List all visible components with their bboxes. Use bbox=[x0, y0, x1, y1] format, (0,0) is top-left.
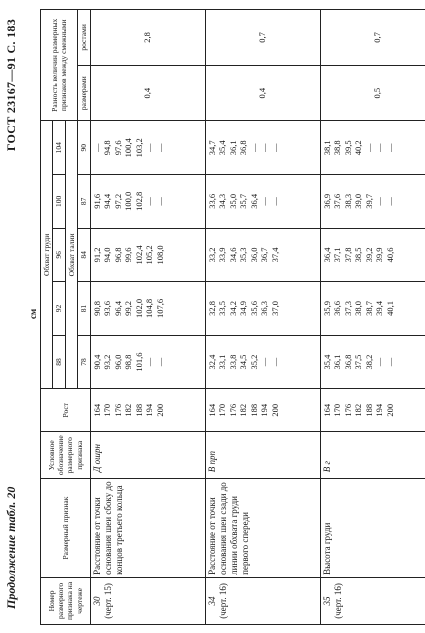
height-value: 176 bbox=[112, 403, 123, 417]
col-header-number: Номер размерного признака на чертеже bbox=[41, 577, 91, 624]
measurement-value: 37,3 bbox=[342, 301, 353, 316]
measurement-value: 39,2 bbox=[363, 247, 374, 263]
measurement-value: 32,4 bbox=[206, 354, 217, 370]
height-value: 182 bbox=[353, 403, 363, 417]
feature-designation: В прп bbox=[205, 432, 320, 479]
measurement-value: — bbox=[269, 357, 280, 367]
col-header-height: Рост bbox=[41, 389, 91, 432]
measurement-value: 36,9 bbox=[321, 193, 332, 209]
measurement-value: 38,0 bbox=[353, 301, 363, 316]
measurement-value: — bbox=[374, 143, 384, 153]
height-values-cell bbox=[205, 389, 320, 432]
measurement-value: 90,8 bbox=[91, 301, 102, 316]
measurement-value: 35,4 bbox=[217, 140, 227, 156]
feature-designation: В г bbox=[320, 432, 425, 479]
table-row bbox=[90, 10, 205, 625]
diff-sizes-header: размерами bbox=[78, 65, 90, 121]
measurement-table bbox=[40, 9, 425, 625]
diff-heights-header: ростами bbox=[78, 10, 90, 66]
chest-value-header: 92 bbox=[53, 282, 65, 336]
feature-number-cell bbox=[90, 577, 205, 624]
measurement-value: 100,0 bbox=[123, 191, 133, 211]
size-values-cell bbox=[205, 228, 320, 282]
measurement-value: 90,4 bbox=[91, 354, 102, 370]
measurement-value: 34,6 bbox=[227, 247, 238, 263]
measurement-value: — bbox=[259, 143, 269, 153]
measurement-value: 36,4 bbox=[321, 247, 332, 263]
feature-number: 35 bbox=[321, 596, 332, 606]
height-value: 176 bbox=[342, 403, 353, 417]
size-values-cell bbox=[90, 175, 205, 229]
size-values-cell bbox=[205, 175, 320, 229]
measurement-value: 96,8 bbox=[112, 247, 123, 263]
measurement-value: 38,3 bbox=[342, 193, 353, 209]
measurement-value: 34,3 bbox=[217, 193, 227, 209]
size-values-cell bbox=[90, 282, 205, 336]
col-header-feature: Размерный признак bbox=[41, 479, 91, 578]
measurement-value: 93,6 bbox=[102, 301, 112, 316]
table-body bbox=[90, 10, 425, 625]
measurement-value: 107,6 bbox=[154, 298, 165, 319]
measurement-value: 94,8 bbox=[102, 140, 112, 156]
measurement-value: 94,0 bbox=[102, 247, 112, 263]
measurement-value: 91,2 bbox=[91, 247, 102, 263]
diff-between-sizes: 0,5 bbox=[320, 65, 425, 121]
col-header-diff-group: Разность величин размерных признаков между смежными bbox=[41, 10, 78, 122]
measurement-value: — bbox=[248, 143, 259, 153]
height-value: 200 bbox=[269, 403, 280, 417]
measurement-value: 96,0 bbox=[112, 354, 123, 370]
size-values-cell bbox=[205, 282, 320, 336]
measurement-value: 35,7 bbox=[238, 193, 248, 209]
diff-between-heights: 0,7 bbox=[320, 10, 425, 66]
waist-value-header: 78 bbox=[78, 335, 90, 389]
measurement-value: 101,6 bbox=[133, 352, 144, 372]
measurement-value: — bbox=[144, 143, 154, 153]
measurement-value: 102,8 bbox=[133, 191, 144, 211]
size-values-cell bbox=[320, 175, 425, 229]
measurement-value: 36,1 bbox=[227, 140, 238, 156]
measurement-value: 37,6 bbox=[332, 193, 342, 209]
waist-value-header: 87 bbox=[78, 175, 90, 229]
measurement-value: — bbox=[154, 197, 165, 206]
feature-name: Расстояние от точки основания шеи сбоку до концов третьего кольца bbox=[90, 479, 205, 578]
measurement-value: 35,2 bbox=[248, 354, 259, 370]
size-values-cell bbox=[320, 282, 425, 336]
measurement-value: 33,9 bbox=[217, 247, 227, 263]
measurement-value: 104,8 bbox=[144, 298, 154, 319]
chest-value-header: 88 bbox=[53, 335, 65, 389]
measurement-value: 36,1 bbox=[332, 354, 342, 370]
measurement-value: 97,2 bbox=[112, 193, 123, 209]
size-values-cell bbox=[90, 121, 205, 175]
height-values-cell bbox=[320, 389, 425, 432]
measurement-value: 35,3 bbox=[238, 247, 248, 263]
measurement-value: 35,6 bbox=[248, 301, 259, 316]
measurement-value: 38,1 bbox=[321, 140, 332, 156]
height-value: 200 bbox=[384, 403, 395, 417]
measurement-value: 40,2 bbox=[353, 140, 363, 156]
drawing-reference: (черт. 16) bbox=[217, 583, 228, 619]
measurement-value: 103,2 bbox=[133, 138, 144, 158]
drawing-reference: (черт. 15) bbox=[102, 583, 113, 619]
measurement-value: — bbox=[384, 197, 395, 206]
height-value: 188 bbox=[363, 403, 374, 417]
size-values-cell bbox=[320, 121, 425, 175]
measurement-value: 36,6 bbox=[332, 301, 342, 316]
col-header-chest-group: Обхват груди bbox=[41, 121, 53, 389]
measurement-value: — bbox=[384, 143, 395, 153]
measurement-value: — bbox=[269, 197, 280, 206]
measurement-value: 34,9 bbox=[238, 301, 248, 316]
measurement-value: 99,2 bbox=[123, 301, 133, 316]
measurement-value: 36,7 bbox=[259, 247, 269, 263]
size-values-cell bbox=[205, 335, 320, 389]
measurement-value: — bbox=[374, 197, 384, 206]
height-value: 164 bbox=[91, 403, 102, 417]
chest-value-header: 104 bbox=[53, 121, 65, 175]
chest-value-header: 96 bbox=[53, 228, 65, 282]
measurement-value: 102,4 bbox=[133, 245, 144, 265]
measurement-value: 36,8 bbox=[238, 140, 248, 156]
height-value: 194 bbox=[374, 403, 384, 417]
measurement-value: 102,0 bbox=[133, 298, 144, 319]
diff-between-heights: 0,7 bbox=[205, 10, 320, 66]
measurement-value: 39,5 bbox=[342, 140, 353, 156]
measurement-value: 97,6 bbox=[112, 140, 123, 156]
feature-designation: Д ошрн bbox=[90, 432, 205, 479]
measurement-value: 98,8 bbox=[123, 354, 133, 370]
height-values-cell bbox=[90, 389, 205, 432]
measurement-value: 38,8 bbox=[332, 140, 342, 156]
height-value: 182 bbox=[123, 403, 133, 417]
measurement-value: 33,5 bbox=[217, 301, 227, 316]
measurement-value: 108,0 bbox=[154, 245, 165, 265]
waist-value-header: 84 bbox=[78, 228, 90, 282]
feature-number: 34 bbox=[206, 596, 217, 606]
measurement-value: 33,6 bbox=[206, 193, 217, 209]
height-value: 170 bbox=[332, 403, 342, 417]
measurement-value: 38,2 bbox=[363, 354, 374, 370]
measurement-value: 37,8 bbox=[342, 247, 353, 263]
diff-between-heights: 2,8 bbox=[90, 10, 205, 66]
measurement-value: — bbox=[259, 357, 269, 367]
measurement-value: 38,5 bbox=[353, 247, 363, 263]
measurement-value: 34,5 bbox=[238, 354, 248, 370]
diff-between-sizes: 0,4 bbox=[90, 65, 205, 121]
height-value: 164 bbox=[321, 403, 332, 417]
height-value: 200 bbox=[154, 403, 165, 417]
measurement-value: 96,4 bbox=[112, 301, 123, 316]
col-header-designation: Условное обозначение размерного признака bbox=[41, 432, 91, 479]
size-values-cell bbox=[320, 335, 425, 389]
measurement-value: — bbox=[259, 197, 269, 206]
measurement-value: 40,1 bbox=[384, 301, 395, 316]
measurement-value: 36,4 bbox=[248, 193, 259, 209]
waist-value-header: 90 bbox=[78, 121, 90, 175]
height-value: 188 bbox=[248, 403, 259, 417]
size-values-cell bbox=[90, 228, 205, 282]
measurement-value: 36,3 bbox=[259, 301, 269, 316]
measurement-value: 37,5 bbox=[353, 354, 363, 370]
measurement-value: — bbox=[374, 357, 384, 367]
height-value: 170 bbox=[217, 403, 227, 417]
drawing-reference: (черт. 16) bbox=[332, 583, 343, 619]
height-value: 188 bbox=[133, 403, 144, 417]
feature-name: Расстояние от точки основания шеи сзади до линии обхвата груди первого спереди bbox=[205, 479, 320, 578]
feature-name: Высота груди bbox=[320, 479, 425, 578]
measurement-value: — bbox=[384, 357, 395, 367]
measurement-value: — bbox=[269, 143, 280, 153]
table-row bbox=[320, 10, 425, 625]
measurement-value: 37,4 bbox=[269, 247, 280, 263]
measurement-value: 36,0 bbox=[248, 247, 259, 263]
height-value: 164 bbox=[206, 403, 217, 417]
feature-number-cell bbox=[320, 577, 425, 624]
size-values-cell bbox=[320, 228, 425, 282]
waist-value-header: 81 bbox=[78, 282, 90, 336]
size-values-cell bbox=[90, 335, 205, 389]
measurement-value: — bbox=[154, 357, 165, 367]
measurement-value: 35,0 bbox=[227, 193, 238, 209]
height-value: 170 bbox=[102, 403, 112, 417]
page-header bbox=[4, 19, 20, 609]
measurement-value: 33,2 bbox=[206, 247, 217, 263]
measurement-value: 38,7 bbox=[363, 301, 374, 316]
measurement-value: 39,0 bbox=[353, 193, 363, 209]
table-row bbox=[205, 10, 320, 625]
height-value: 194 bbox=[259, 403, 269, 417]
measurement-value: — bbox=[91, 143, 102, 153]
measurement-value: 34,2 bbox=[227, 301, 238, 316]
measurement-value: 91,6 bbox=[91, 193, 102, 209]
height-value: 182 bbox=[238, 403, 248, 417]
measurement-value: 39,4 bbox=[374, 301, 384, 316]
chest-value-header: 100 bbox=[53, 175, 65, 229]
col-header-waist-group: Обхват талии bbox=[65, 121, 77, 389]
height-value: 194 bbox=[144, 403, 154, 417]
feature-number-cell bbox=[205, 577, 320, 624]
height-value: 176 bbox=[227, 403, 238, 417]
measurement-value: 35,4 bbox=[321, 354, 332, 370]
measurement-value: 37,1 bbox=[332, 247, 342, 263]
standard-page-reference: ГОСТ 23167—91 С. 183 bbox=[4, 19, 18, 152]
measurement-value: 93,2 bbox=[102, 354, 112, 370]
measurement-value: 34,7 bbox=[206, 140, 217, 156]
measurement-value: 94,4 bbox=[102, 193, 112, 209]
measurement-value: 36,8 bbox=[342, 354, 353, 370]
diff-between-sizes: 0,4 bbox=[205, 65, 320, 121]
measurement-value: — bbox=[154, 143, 165, 153]
measurement-value: 35,9 bbox=[321, 301, 332, 316]
measurement-value: 33,1 bbox=[217, 354, 227, 370]
measurement-value: 105,2 bbox=[144, 245, 154, 265]
measurement-value: 39,9 bbox=[374, 247, 384, 263]
unit-label: см bbox=[28, 308, 38, 319]
measurement-value: — bbox=[144, 197, 154, 206]
measurement-value: 40,6 bbox=[384, 247, 395, 263]
measurement-value: — bbox=[363, 143, 374, 153]
measurement-value: 99,6 bbox=[123, 247, 133, 263]
measurement-value: 32,8 bbox=[206, 301, 217, 316]
measurement-value: 100,4 bbox=[123, 138, 133, 158]
measurement-value: 33,8 bbox=[227, 354, 238, 370]
measurement-value: — bbox=[144, 357, 154, 367]
table-continuation-caption: Продолжение табл. 20 bbox=[4, 486, 18, 609]
feature-number: 30 bbox=[91, 596, 102, 606]
measurement-value: 39,7 bbox=[363, 193, 374, 209]
size-values-cell bbox=[205, 121, 320, 175]
measurement-value: 37,0 bbox=[269, 301, 280, 316]
